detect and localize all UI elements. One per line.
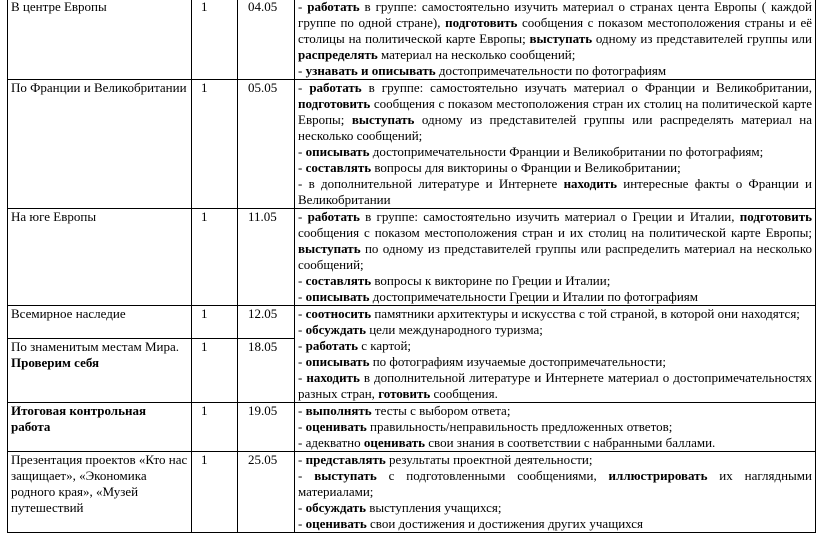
activity-line <box>298 144 812 160</box>
activity-text: - адекватно <box>298 435 364 450</box>
activity-text: одному из представителей группы или распределять материал на несколько сообщений; <box>298 112 812 143</box>
date-cell: 19.05 <box>238 403 295 452</box>
activity-text: достопримечательности по фотографиям <box>435 63 667 78</box>
activity-text: в группе: самостоятельно изучать материал о Франции и Великобритании, <box>361 80 812 95</box>
activity-verb: узнавать и описывать <box>305 63 436 78</box>
activity-text: с картой; <box>357 338 412 353</box>
activity-verb: работать <box>307 0 360 14</box>
activity-text: достопримечательности Франции и Великобритании по фотографиям; <box>369 144 764 159</box>
activities-cell <box>295 209 816 306</box>
activity-text: по фотографиям изучаемые достопримечательности; <box>369 354 666 369</box>
activity-text: тесты с выбором ответа; <box>371 403 511 418</box>
activity-line <box>298 80 812 144</box>
topic-cell <box>8 338 192 402</box>
lesson-plan-body <box>8 0 816 533</box>
activity-verb: составлять <box>305 160 372 175</box>
activity-verb: оценивать <box>305 419 367 434</box>
activity-line <box>298 289 812 305</box>
activity-verb: готовить <box>378 386 431 401</box>
hours-cell: 1 <box>192 0 238 80</box>
hours-cell: 1 <box>192 452 238 533</box>
date-cell: 18.05 <box>238 338 295 402</box>
activity-line <box>298 273 812 289</box>
activity-text: вопросы для викторины о Франции и Великобритании; <box>371 160 681 175</box>
activity-text: - <box>298 306 306 321</box>
date-cell: 05.05 <box>238 80 295 209</box>
activity-verb: распределять <box>298 47 378 62</box>
activity-verb: обсуждать <box>305 500 366 515</box>
activity-line <box>298 370 812 402</box>
activity-verb: составлять <box>305 273 372 288</box>
activity-verb: работать <box>307 209 360 224</box>
topic-text: На юге Европы <box>11 209 97 224</box>
activity-line <box>298 338 812 354</box>
activity-text: - <box>298 322 306 337</box>
activity-line <box>298 516 812 532</box>
activity-text: - <box>298 354 306 369</box>
hours-cell: 1 <box>192 209 238 306</box>
activity-text: - <box>298 273 306 288</box>
date-cell: 25.05 <box>238 452 295 533</box>
lesson-plan-table <box>7 0 816 533</box>
table-row <box>8 452 816 533</box>
activity-text: - <box>298 452 306 467</box>
activity-verb: выступать <box>314 468 377 483</box>
activity-text: - <box>298 289 306 304</box>
activity-verb: описывать <box>305 144 370 159</box>
activity-verb: представлять <box>305 452 386 467</box>
activity-text: памятники архитектуры и искусства с той страной, в которой они находятся; <box>371 306 800 321</box>
activity-line <box>298 419 812 435</box>
table-row <box>8 209 816 306</box>
table-row <box>8 306 816 339</box>
topic-bold-suffix: Проверим себя <box>11 354 100 370</box>
activity-text: правильность/неправильность предложенных ответов; <box>366 419 673 434</box>
activity-text: в группе: самостоятельно изучить материал о странах цента Европы ( каждой группе по одной стране), <box>298 0 812 30</box>
activity-text: - в дополнительной литературе и Интернете <box>298 176 564 191</box>
activity-text: свои достижения и достижения других учащихся <box>366 516 644 531</box>
activity-verb: работать <box>309 80 362 95</box>
activity-text: одному из представителей группы или <box>592 31 812 46</box>
activity-verb: оценивать <box>363 435 426 450</box>
topic-text: Презентация проектов «Кто нас защищает», «Экономика родного края», «Музей путешествий <box>11 452 188 515</box>
activity-text: результаты проектной деятельности; <box>385 452 593 467</box>
activities-cell <box>295 0 816 80</box>
activity-text: - <box>298 63 306 78</box>
activity-text: - <box>298 516 306 531</box>
activity-line <box>298 63 812 79</box>
activity-line <box>298 435 812 451</box>
table-row <box>8 0 816 80</box>
activities-cell <box>295 80 816 209</box>
activity-line <box>298 403 812 419</box>
date-cell: 11.05 <box>238 209 295 306</box>
topic-text: Итоговая контрольная работа <box>11 403 146 434</box>
topic-text: В центре Европы <box>11 0 107 14</box>
activity-text: сообщения с показом местоположения стран и их столиц на политической карте Европы; <box>298 225 812 240</box>
topic-cell <box>8 80 192 209</box>
activity-verb: выступать <box>298 241 361 256</box>
activity-text: - <box>298 500 306 515</box>
activity-text: - <box>298 144 306 159</box>
date-cell: 04.05 <box>238 0 295 80</box>
activity-verb: работать <box>305 338 358 353</box>
hours-cell: 1 <box>192 338 238 402</box>
topic-text: Всемирное наследие <box>11 306 126 321</box>
activities-cell <box>295 403 816 452</box>
activity-text: сообщения. <box>430 386 498 401</box>
activity-text: по одному из представителей группы или распределить материал на несколько сообщений; <box>298 241 812 272</box>
activity-text: выступления учащихся; <box>365 500 502 515</box>
activity-verb: подготовить <box>739 209 812 224</box>
activity-verb: выступать <box>351 112 415 127</box>
activities-cell <box>295 452 816 533</box>
activity-text: вопросы к викторине по Греции и Италии; <box>371 273 611 288</box>
activity-text: - <box>298 0 308 14</box>
activity-verb: подготовить <box>298 96 371 111</box>
activity-text: - <box>298 338 306 353</box>
activity-verb: выступать <box>529 31 593 46</box>
hours-cell: 1 <box>192 306 238 339</box>
date-cell: 12.05 <box>238 306 295 339</box>
activity-verb: иллюстрировать <box>608 468 708 483</box>
activity-text: - <box>298 468 315 483</box>
activity-text: в дополнительной литературе и Интернете материал о достопримечательностях разных стран, <box>298 370 812 401</box>
activity-line <box>298 500 812 516</box>
topic-cell <box>8 0 192 80</box>
activity-line <box>298 354 812 370</box>
topic-cell <box>8 403 192 452</box>
activity-text: - <box>298 80 310 95</box>
activity-text: сообщения с показом местоположения страны и её столицы на политической карте Европы; <box>298 15 812 46</box>
activity-text: - <box>298 403 306 418</box>
activity-line <box>298 468 812 500</box>
activity-text: сообщения с показом местоположения стран их столиц на политической карте Европы; <box>298 96 812 127</box>
activity-text: - <box>298 419 306 434</box>
activity-line <box>298 322 812 338</box>
activity-text: материал на несколько сообщений; <box>377 47 576 62</box>
activity-text: - <box>298 370 307 385</box>
topic-text: По знаменитым местам Мира. <box>11 338 180 354</box>
activity-line <box>298 0 812 63</box>
table-row <box>8 403 816 452</box>
activity-verb: находить <box>306 370 360 385</box>
activities-cell <box>295 306 816 403</box>
activity-text: достопримечательности Греции и Италии по фотографиям <box>369 289 699 304</box>
activity-line <box>298 452 812 468</box>
topic-cell <box>8 209 192 306</box>
activity-text: - <box>298 209 308 224</box>
activity-text: - <box>298 160 306 175</box>
activity-verb: обсуждать <box>305 322 366 337</box>
activity-verb: соотносить <box>305 306 372 321</box>
activity-verb: подготовить <box>445 15 518 30</box>
activity-verb: выполнять <box>305 403 372 418</box>
activity-text: цели международного туризма; <box>365 322 543 337</box>
activity-line <box>298 306 812 322</box>
activity-text: интересные факты о Франции и Великобритании <box>298 176 812 207</box>
activity-line <box>298 176 812 208</box>
table-row <box>8 80 816 209</box>
activity-verb: описывать <box>305 289 370 304</box>
hours-cell: 1 <box>192 403 238 452</box>
activity-verb: описывать <box>305 354 370 369</box>
activity-line <box>298 160 812 176</box>
activity-text: свои знания в соответствии с набранными баллами. <box>425 435 716 450</box>
topic-cell <box>8 306 192 339</box>
activity-text: с подготовленными сообщениями, <box>376 468 609 483</box>
topic-text: По Франции и Великобритании <box>11 80 187 95</box>
activity-verb: находить <box>563 176 618 191</box>
activity-line <box>298 209 812 273</box>
activity-verb: оценивать <box>305 516 367 531</box>
activity-text: их наглядными материалами; <box>298 468 812 499</box>
activity-text: в группе: самостоятельно изучить материал о Греции и Италии, <box>359 209 740 224</box>
topic-cell <box>8 452 192 533</box>
hours-cell: 1 <box>192 80 238 209</box>
